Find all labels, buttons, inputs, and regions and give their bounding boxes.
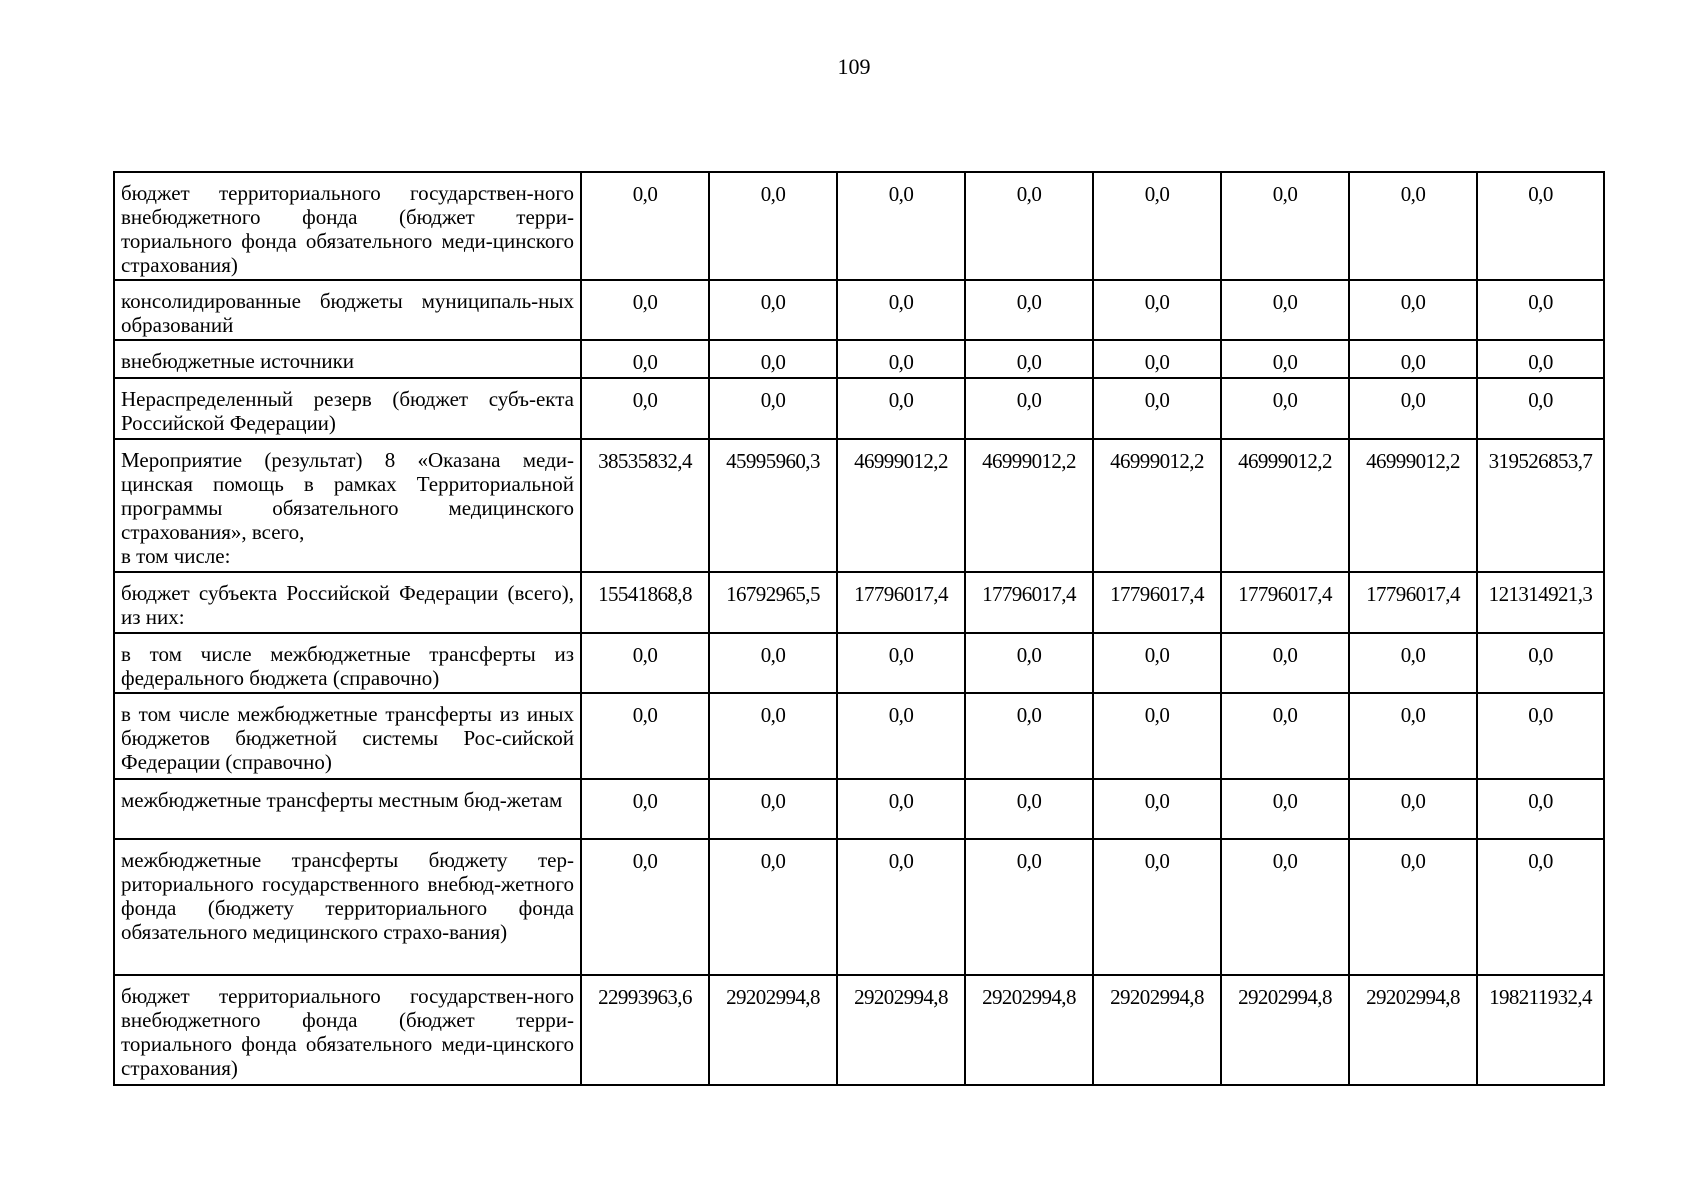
row-label: межбюджетные трансферты местным бюд-жетам — [114, 779, 581, 839]
row-label: бюджет субъекта Российской Федерации (всего), из них: — [114, 572, 581, 633]
value-cell: 17796017,4 — [1221, 572, 1349, 633]
row-label: в том числе межбюджетные трансферты из иных бюджетов бюджетной системы Рос-сийской Федерации (справочно) — [114, 693, 581, 779]
value-cell: 0,0 — [1477, 280, 1604, 340]
value-cell: 198211932,4 — [1477, 975, 1604, 1085]
value-cell: 0,0 — [581, 340, 709, 378]
value-cell: 45995960,3 — [709, 439, 837, 572]
value-cell: 0,0 — [709, 839, 837, 975]
value-cell: 0,0 — [581, 280, 709, 340]
value-cell: 0,0 — [837, 633, 965, 693]
value-cell: 15541868,8 — [581, 572, 709, 633]
value-cell: 17796017,4 — [837, 572, 965, 633]
table-row — [114, 975, 1604, 1085]
value-cell: 0,0 — [1477, 839, 1604, 975]
value-cell: 0,0 — [1349, 340, 1477, 378]
value-cell: 29202994,8 — [965, 975, 1093, 1085]
value-cell: 17796017,4 — [965, 572, 1093, 633]
value-cell: 46999012,2 — [837, 439, 965, 572]
table-body — [114, 172, 1604, 1085]
value-cell: 46999012,2 — [1221, 439, 1349, 572]
table-row — [114, 378, 1604, 439]
value-cell: 0,0 — [965, 839, 1093, 975]
row-label: межбюджетные трансферты бюджету тер-риториального государственного внебюд-жетного фонда (бюджету территориального фонда обязательного медицинского страхо-вания) — [114, 839, 581, 975]
value-cell: 0,0 — [709, 693, 837, 779]
value-cell: 0,0 — [1477, 633, 1604, 693]
value-cell: 0,0 — [581, 633, 709, 693]
value-cell: 0,0 — [1477, 378, 1604, 439]
value-cell: 0,0 — [837, 378, 965, 439]
row-label: бюджет территориального государствен-ного внебюджетного фонда (бюджет терри-ториального фонда обязательного меди-цинского страхования) — [114, 172, 581, 280]
value-cell: 46999012,2 — [1349, 439, 1477, 572]
value-cell: 0,0 — [965, 693, 1093, 779]
value-cell: 0,0 — [837, 779, 965, 839]
table-row — [114, 839, 1604, 975]
row-label: в том числе межбюджетные трансферты из федерального бюджета (справочно) — [114, 633, 581, 693]
value-cell: 0,0 — [709, 280, 837, 340]
table-row — [114, 779, 1604, 839]
value-cell: 0,0 — [1221, 340, 1349, 378]
table-row — [114, 280, 1604, 340]
value-cell: 0,0 — [1093, 280, 1221, 340]
value-cell: 319526853,7 — [1477, 439, 1604, 572]
value-cell: 0,0 — [1349, 693, 1477, 779]
value-cell: 0,0 — [837, 172, 965, 280]
table-row — [114, 633, 1604, 693]
value-cell: 0,0 — [1349, 280, 1477, 340]
value-cell: 0,0 — [709, 340, 837, 378]
value-cell: 0,0 — [1349, 633, 1477, 693]
row-label: Нераспределенный резерв (бюджет субъ-екта Российской Федерации) — [114, 378, 581, 439]
value-cell: 0,0 — [1221, 633, 1349, 693]
value-cell: 0,0 — [709, 378, 837, 439]
row-label: внебюджетные источники — [114, 340, 581, 378]
value-cell: 0,0 — [965, 340, 1093, 378]
value-cell: 121314921,3 — [1477, 572, 1604, 633]
value-cell: 29202994,8 — [1349, 975, 1477, 1085]
value-cell: 0,0 — [1221, 172, 1349, 280]
value-cell: 0,0 — [1349, 839, 1477, 975]
value-cell: 0,0 — [1349, 779, 1477, 839]
value-cell: 0,0 — [1349, 172, 1477, 280]
value-cell: 0,0 — [837, 839, 965, 975]
value-cell: 17796017,4 — [1349, 572, 1477, 633]
value-cell: 46999012,2 — [1093, 439, 1221, 572]
value-cell: 22993963,6 — [581, 975, 709, 1085]
value-cell: 29202994,8 — [837, 975, 965, 1085]
value-cell: 0,0 — [965, 779, 1093, 839]
value-cell: 0,0 — [581, 378, 709, 439]
table-row — [114, 572, 1604, 633]
row-label: Мероприятие (результат) 8 «Оказана меди-цинская помощь в рамках Территориальной программы обязательного медицинского страхования», всего, в том числе: — [114, 439, 581, 572]
value-cell: 0,0 — [709, 172, 837, 280]
value-cell: 0,0 — [837, 693, 965, 779]
value-cell: 46999012,2 — [965, 439, 1093, 572]
row-label: консолидированные бюджеты муниципаль-ных образований — [114, 280, 581, 340]
value-cell: 0,0 — [1221, 779, 1349, 839]
value-cell: 0,0 — [837, 340, 965, 378]
value-cell: 0,0 — [709, 633, 837, 693]
value-cell: 0,0 — [1093, 839, 1221, 975]
value-cell: 0,0 — [1093, 693, 1221, 779]
value-cell: 0,0 — [1221, 693, 1349, 779]
value-cell: 29202994,8 — [1221, 975, 1349, 1085]
table-row — [114, 439, 1604, 572]
value-cell: 0,0 — [1093, 378, 1221, 439]
value-cell: 0,0 — [965, 378, 1093, 439]
value-cell: 0,0 — [1477, 779, 1604, 839]
value-cell: 0,0 — [581, 779, 709, 839]
value-cell: 0,0 — [1221, 839, 1349, 975]
value-cell: 0,0 — [1477, 693, 1604, 779]
value-cell: 0,0 — [965, 633, 1093, 693]
value-cell: 0,0 — [581, 839, 709, 975]
value-cell: 17796017,4 — [1093, 572, 1221, 633]
table-row — [114, 693, 1604, 779]
value-cell: 0,0 — [1221, 280, 1349, 340]
value-cell: 0,0 — [1477, 172, 1604, 280]
value-cell: 0,0 — [965, 172, 1093, 280]
value-cell: 0,0 — [1477, 340, 1604, 378]
value-cell: 29202994,8 — [1093, 975, 1221, 1085]
table-row — [114, 340, 1604, 378]
value-cell: 0,0 — [1093, 779, 1221, 839]
value-cell: 0,0 — [709, 779, 837, 839]
value-cell: 0,0 — [1093, 633, 1221, 693]
page-number: 109 — [837, 54, 871, 79]
value-cell: 0,0 — [1349, 378, 1477, 439]
value-cell: 0,0 — [1093, 340, 1221, 378]
value-cell: 29202994,8 — [709, 975, 837, 1085]
value-cell: 0,0 — [581, 693, 709, 779]
value-cell: 0,0 — [1093, 172, 1221, 280]
value-cell: 0,0 — [837, 280, 965, 340]
value-cell: 38535832,4 — [581, 439, 709, 572]
value-cell: 0,0 — [965, 280, 1093, 340]
value-cell: 16792965,5 — [709, 572, 837, 633]
budget-table — [113, 171, 1605, 1086]
value-cell: 0,0 — [1221, 378, 1349, 439]
table-row — [114, 172, 1604, 280]
value-cell: 0,0 — [581, 172, 709, 280]
row-label: бюджет территориального государствен-ного внебюджетного фонда (бюджет терри-ториального фонда обязательного меди-цинского страхования) — [114, 975, 581, 1085]
